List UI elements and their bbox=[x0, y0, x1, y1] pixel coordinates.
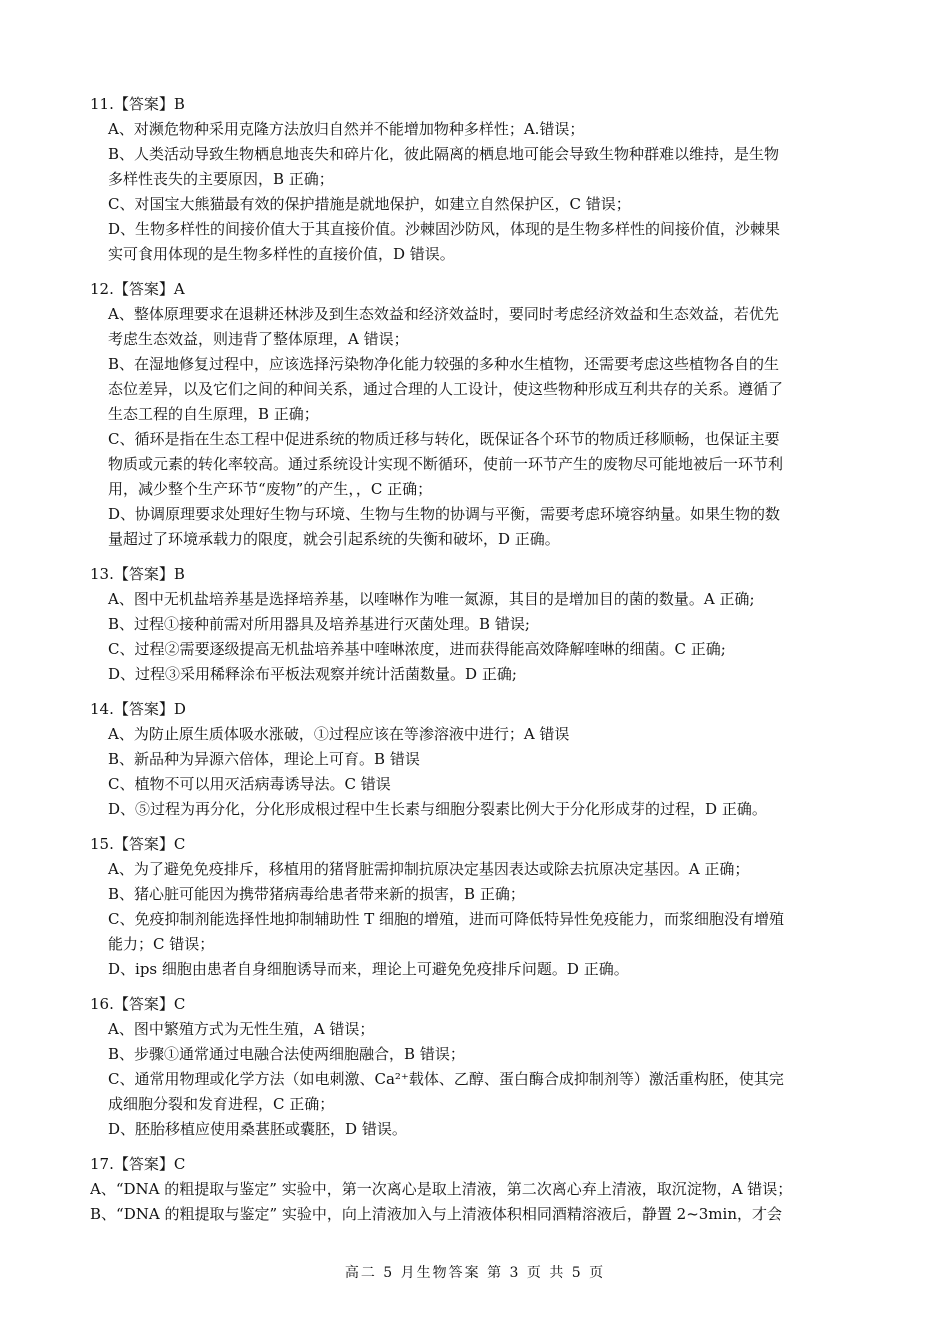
question-11-answer: 11.【答案】B bbox=[90, 95, 185, 113]
q15-line-3: C、免疫抑制剂能选择性地抑制辅助性 T 细胞的增殖，进而可降低特异性免疫能力，而浆细胞没有增殖 bbox=[108, 910, 785, 928]
q15-line-4: 能力；C 错误； bbox=[108, 935, 215, 953]
question-12-answer: 12.【答案】A bbox=[90, 280, 185, 298]
q12-line-6: C、循环是指在生态工程中促进系统的物质迁移与转化，既保证各个环节的物质迁移顺畅，也保证主要 bbox=[108, 430, 780, 448]
q12-line-2: 考虑生态效益，则违背了整体原理，A 错误； bbox=[108, 330, 409, 348]
q17-line-2: B、“DNA 的粗提取与鉴定” 实验中，向上清液加入与上清液体积相同酒精溶液后，静置 2~3min，才会 bbox=[90, 1205, 782, 1223]
q15-line-1: A、为了避免免疫排斥，移植用的猪肾脏需抑制抗原决定基因表达或除去抗原决定基因。A 正确； bbox=[108, 860, 750, 878]
question-15 bbox=[90, 832, 860, 982]
q14-line-2: B、新品种为异源六倍体，理论上可育。B 错误 bbox=[108, 750, 420, 768]
q13-line-1: A、图中无机盐培养基是选择培养基，以喹啉作为唯一氮源，其目的是增加目的菌的数量。A 正确; bbox=[108, 590, 755, 608]
question-17-answer: 17.【答案】C bbox=[90, 1155, 186, 1173]
q11-line-6: 实可食用体现的是生物多样性的直接价值，D 错误。 bbox=[108, 245, 455, 263]
q11-line-4: C、对国宝大熊猫最有效的保护措施是就地保护，如建立自然保护区，C 错误； bbox=[108, 195, 631, 213]
q11-line-5: D、生物多样性的间接价值大于其直接价值。沙棘固沙防风，体现的是生物多样性的间接价值，沙棘果 bbox=[108, 220, 781, 238]
q12-line-7: 物质或元素的转化率较高。通过系统设计实现不断循环，使前一环节产生的废物尽可能地被后一环节利 bbox=[108, 455, 784, 473]
q16-line-1: A、图中繁殖方式为无性生殖，A 错误； bbox=[108, 1020, 375, 1038]
q14-line-4: D、⑤过程为再分化，分化形成根过程中生长素与细胞分裂素比例大于分化形成芽的过程，D 正确。 bbox=[108, 800, 767, 818]
q13-line-4: D、过程③采用稀释涂布平板法观察并统计活菌数量。D 正确; bbox=[108, 665, 517, 683]
q17-line-1: A、“DNA 的粗提取与鉴定” 实验中，第一次离心是取上清液，第二次离心弃上清液，取沉淀物，A 错误； bbox=[90, 1180, 793, 1198]
q16-line-3: C、通常用物理或化学方法（如电刺激、Ca²⁺载体、乙醇、蛋白酶合成抑制剂等）激活重构胚，使其完 bbox=[108, 1070, 784, 1088]
q16-line-4: 成细胞分裂和发育进程，C 正确； bbox=[108, 1095, 335, 1113]
q14-line-1: A、为防止原生质体吸水涨破，①过程应该在等渗溶液中进行；A 错误 bbox=[108, 725, 570, 743]
q16-line-2: B、步骤①通常通过电融合法使两细胞融合，B 错误； bbox=[108, 1045, 465, 1063]
question-15-answer: 15.【答案】C bbox=[90, 835, 186, 853]
question-13-answer: 13.【答案】B bbox=[90, 565, 185, 583]
q12-line-4: 态位差异，以及它们之间的种间关系，通过合理的人工设计，使这些物种形成互利共存的关系。遵循了 bbox=[108, 380, 784, 398]
q11-line-1: A、对濒危物种采用克隆方法放归自然并不能增加物种多样性；A.错误； bbox=[108, 120, 585, 138]
q15-line-5: D、ips 细胞由患者自身细胞诱导而来，理论上可避免免疫排斥问题。D 正确。 bbox=[108, 960, 629, 978]
q12-line-5: 生态工程的自生原理，B 正确； bbox=[108, 405, 319, 423]
q16-line-5: D、胚胎移植应使用桑葚胚或囊胚，D 错误。 bbox=[108, 1120, 407, 1138]
question-13 bbox=[90, 562, 860, 687]
question-16 bbox=[90, 992, 860, 1142]
q12-line-1: A、整体原理要求在退耕还林涉及到生态效益和经济效益时，要同时考虑经济效益和生态效益，若优先 bbox=[108, 305, 779, 323]
q12-line-3: B、在湿地修复过程中，应该选择污染物净化能力较强的多种水生植物，还需要考虑这些植物各自的生 bbox=[108, 355, 780, 373]
q12-line-10: 量超过了环境承载力的限度，就会引起系统的失衡和破坏，D 正确。 bbox=[108, 530, 560, 548]
q14-line-3: C、植物不可以用灭活病毒诱导法。C 错误 bbox=[108, 775, 391, 793]
question-14 bbox=[90, 697, 860, 822]
q11-line-3: 多样性丧失的主要原因，B 正确； bbox=[108, 170, 334, 188]
question-11 bbox=[90, 92, 860, 267]
q11-line-2: B、人类活动导致生物栖息地丧失和碎片化，彼此隔离的栖息地可能会导致生物种群难以维持，是生物 bbox=[108, 145, 780, 163]
q12-line-8: 用，减少整个生产环节“废物”的产生，，C 正确； bbox=[108, 480, 433, 498]
answer-content bbox=[90, 92, 860, 1237]
question-14-answer: 14.【答案】D bbox=[90, 700, 186, 718]
q13-line-2: B、过程①接种前需对所用器具及培养基进行灭菌处理。B 错误; bbox=[108, 615, 530, 633]
question-16-answer: 16.【答案】C bbox=[90, 995, 186, 1013]
question-17 bbox=[90, 1152, 860, 1227]
q13-line-3: C、过程②需要逐级提高无机盐培养基中喹啉浓度，进而获得能高效降解喹啉的细菌。C 正确; bbox=[108, 640, 726, 658]
page-footer: 高二 5 月生物答案 第 3 页 共 5 页 bbox=[344, 1265, 606, 1281]
q12-line-9: D、协调原理要求处理好生物与环境、生物与生物的协调与平衡，需要考虑环境容纳量。如果生物的数 bbox=[108, 505, 781, 523]
question-12 bbox=[90, 277, 860, 552]
q15-line-2: B、猪心脏可能因为携带猪病毒给患者带来新的损害，B 正确； bbox=[108, 885, 525, 903]
